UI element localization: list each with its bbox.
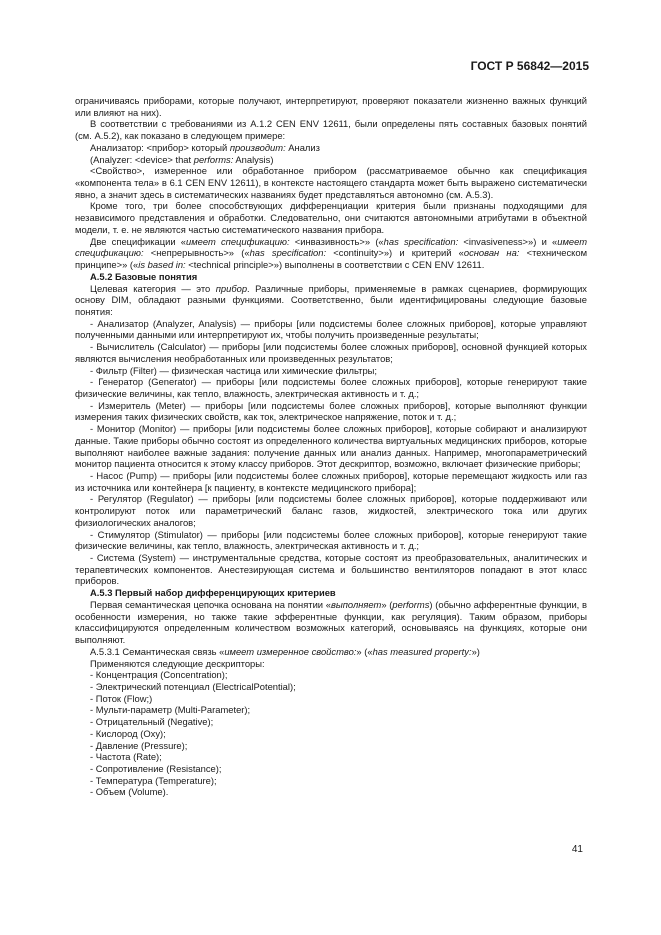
descriptor-item: - Концентрация (Concentration);: [90, 669, 228, 681]
page-number: 41: [571, 844, 583, 855]
example-line: (Analyzer: <device> that performs: Analysis): [90, 153, 274, 165]
list-item: - Система (System) — инструментальные средства, которые состоят из преобразовательных, аналитических и терапевтических компонентов. Анестезирующая система и большинство вентиляторов попадают в этот класс приборов.: [75, 552, 587, 587]
descriptor-item: - Кислород (Oxy);: [90, 727, 166, 739]
descriptor-item: - Мульти-параметр (Multi-Parameter);: [90, 704, 251, 716]
descriptor-item: - Давление (Pressure);: [90, 739, 188, 751]
list-item: - Измеритель (Meter) — приборы [или подсистемы более сложных приборов], которые выполняют функции измерения таких физических свойств, как ток, электрическое напряжение, поток и т. д.;: [75, 399, 587, 423]
example-line: Анализатор: <прибор> который производит: Анализ: [90, 141, 320, 153]
section-heading-a52: А.5.2 Базовые понятия: [90, 270, 198, 282]
section-heading-a53: А.5.3 Первый набор дифференцирующих критериев: [90, 587, 336, 599]
list-item: - Фильтр (Filter) — физическая частица или химические фильтры;: [90, 364, 378, 376]
descriptor-item: - Температура (Temperature);: [90, 774, 217, 786]
subsection-heading-a531: А.5.3.1 Семантическая связь «имеет измеренное свойство:» («has measured property:»): [90, 645, 480, 657]
descriptor-list: [90, 669, 587, 798]
paragraph: Первая семантическая цепочка основана на понятии «выполняет» (performs) (обычно афферентные функции, в особенности измерения, но также такие эфферентные функции, как регуляция). Таким образом, приборы классифицируются определенным количеством возможных категорий, основываясь на функциях, которые они выполняют.: [75, 598, 587, 646]
descriptor-item: - Электрический потенциал (ElectricalPotential);: [90, 680, 296, 692]
paragraph: В соответствии с требованиями из А.1.2 CEN ENV 12611, были определены пять составных базовых понятий (см. А.5.2), как показано в следующем примере:: [75, 118, 587, 142]
descriptor-item: - Сопротивление (Resistance);: [90, 762, 222, 774]
paragraph: Целевая категория — это прибор. Различные приборы, применяемые в рамках сценариев, формирующих основу DIM, обладают разными функциями. Соответственно, были идентифицированы следующие базовые понятия:: [75, 282, 587, 317]
paragraph: Две спецификации «имеет спецификацию: <инвазивность>» («has specification: <invasiveness>») и «имеет спецификацию: <непрерывность>» («has specification: <continuity>») и критерий «основан на: <техническом принципе>» («is based in: <technical principle>») выполнены в соответствии с CEN ENV 12611.: [75, 235, 588, 271]
list-item: - Насос (Pump) — приборы [или подсистемы более сложных приборов], которые перемещают жидкость или газ из источника или контейнера [к пациенту, в контексте медицинского прибора];: [75, 470, 587, 493]
body-text: [75, 95, 587, 798]
standard-header: ГОСТ Р 56842—2015: [470, 59, 589, 73]
paragraph: Кроме того, три более способствующих дифференциации критерия были признаны подходящими для независимого представления и обработки. Следовательно, они считаются автономными атрибутами в объектной модели, т. е. не являются частью систематического названия прибора.: [75, 200, 587, 235]
paragraph: <Свойство>, измеренное или обработанное прибором (рассматриваемое обычно как спецификация «компонента тела» в 6.1 CEN ENV 12611), в контексте настоящего стандарта может быть выражено систематически явно, а значит здесь в систематических названиях будет представляться автономно (см. А.5.3).: [75, 165, 587, 200]
descriptor-item: - Частота (Rate);: [90, 751, 162, 763]
list-item: - Стимулятор (Stimulator) — приборы [или подсистемы более сложных приборов], которые генерируют такие физические величины, как тепло, влажность, электрическая активность и т. д.;: [75, 528, 587, 552]
paragraph: Применяются следующие дескрипторы:: [90, 657, 265, 669]
list-item: - Вычислитель (Calculator) — приборы [или подсистемы более сложных приборов], основной функцией которых являются вычисления необработанных или произведенных результатов;: [75, 341, 587, 364]
descriptor-item: - Поток (Flow;): [90, 692, 153, 704]
list-item: - Анализатор (Analyzer, Analysis) — приборы [или подсистемы более сложных приборов], которые управляют полученными данными или интерпретируют их, чтобы получить произведенные результаты;: [75, 317, 587, 341]
descriptor-item: - Отрицательный (Negative);: [90, 716, 214, 728]
descriptor-item: - Объем (Volume).: [90, 786, 169, 798]
list-item: - Монитор (Monitor) — приборы [или подсистемы более сложных приборов], которые собирают и анализируют данные. Такие приборы обычно состоят из определенного количества виртуальных медицинских приборов, которые выполняют наиболее важные задания: получение данных или анализ данных. Например, многопараметрический монитор пациента относится к этому классу приборов. Этот дескриптор, возможно, включает физические приборы;: [75, 423, 587, 470]
paragraph: ограничиваясь приборами, которые получают, интерпретируют, проверяют показатели жизненно важных функций или влияют на них).: [75, 95, 587, 118]
list-item: - Генератор (Generator) — приборы [или подсистемы более сложных приборов], которые генерируют такие физические величины, как тепло, влажность, электрическая активность и т. д.;: [75, 376, 587, 399]
list-item: - Регулятор (Regulator) — приборы [или подсистемы более сложных приборов], которые поддерживают или контролируют поток или параметрический баланс газов, жидкостей, электрического тока или других физиологических аналогов;: [75, 493, 587, 528]
